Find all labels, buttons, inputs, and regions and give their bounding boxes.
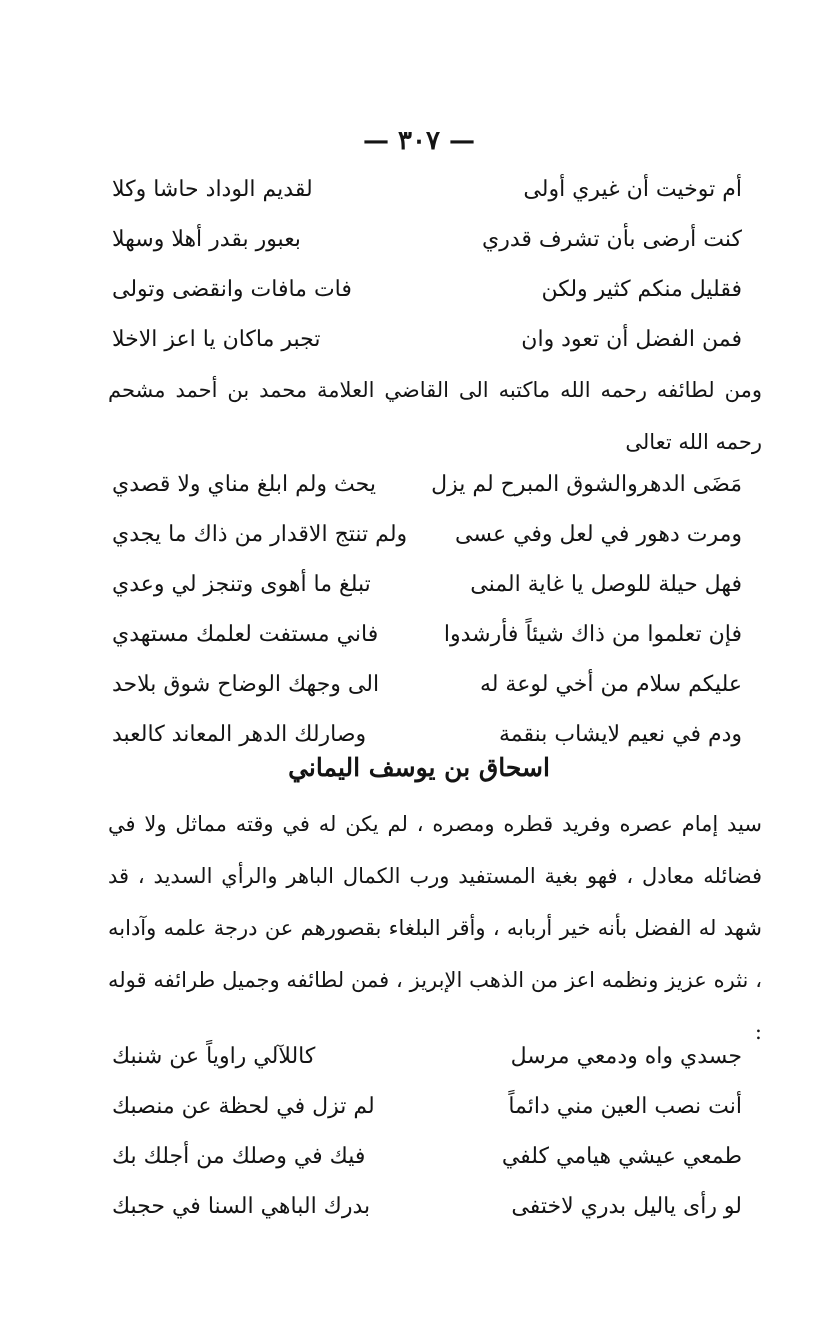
verse xyxy=(112,215,742,265)
verse-first-hemistich: مَضَى الدهروالشوق المبرح لم يزل xyxy=(431,472,742,497)
verse xyxy=(112,315,742,365)
verse xyxy=(112,165,742,215)
verse xyxy=(112,265,742,315)
verse-first-hemistich: أم توخيت أن غيري أولى xyxy=(523,177,742,202)
verse xyxy=(112,460,742,510)
verse-second-hemistich: لقديم الوداد حاشا وكلا xyxy=(112,177,313,202)
verse-first-hemistich: طمعي عيشي هيامي كلفي xyxy=(501,1144,742,1169)
verse xyxy=(112,1132,742,1182)
poem-block-3 xyxy=(112,1032,742,1232)
poem-block-2 xyxy=(112,460,742,760)
verse-first-hemistich: لو رأى ياليل بدري لاختفى xyxy=(511,1194,742,1219)
verse-first-hemistich: كنت أرضى بأن تشرف قدري xyxy=(481,227,742,252)
verse xyxy=(112,1182,742,1232)
verse-second-hemistich: الى وجهك الوضاح شوق بلاحد xyxy=(112,672,380,697)
verse-first-hemistich: ومرت دهور في لعل وفي عسى xyxy=(454,522,742,547)
page-number: — ٣٠٧ — xyxy=(362,126,476,156)
verse xyxy=(112,510,742,560)
verse-first-hemistich: ودم في نعيم لايشاب بنقمة xyxy=(499,722,742,747)
verse xyxy=(112,610,742,660)
verse-first-hemistich: فإن تعلموا من ذاك شيئاً فأرشدوا xyxy=(443,622,742,647)
verse-second-hemistich: بدرك الباهي السنا في حجبك xyxy=(112,1194,371,1219)
prose-intro: ومن لطائفه رحمه الله ماكتبه الى القاضي العلامة محمد بن أحمد مشحم رحمه الله تعالى xyxy=(108,378,762,454)
biography-paragraph: سيد إمام عصره وفريد قطره ومصره ، لم يكن له في وقته مماثل ولا في فضائله معادل ، فهو بغية المستفيد ورب الكمال الباهر والرأي السديد ، قد شهد له الفضل بأنه خير أربابه ، وأقر البلغاء بقصورهم عن درجة علمه وآدابه ، نثره عزيز ونظمه اعز من الذهب الإبريز ، فمن لطائفه وجميل طرائفه قوله : xyxy=(108,812,762,1044)
verse-second-hemistich: فات مافات وانقضى وتولى xyxy=(112,277,352,302)
verse xyxy=(112,1082,742,1132)
verse-second-hemistich: يحث ولم ابلغ مناي ولا قصدي xyxy=(112,472,376,497)
verse-second-hemistich: وصارلك الدهر المعاند كالعبد xyxy=(112,722,367,747)
verse-second-hemistich: تجبر ماكان يا اعز الاخلا xyxy=(112,327,321,352)
verse-first-hemistich: فقليل منكم كثير ولكن xyxy=(541,277,742,302)
verse-first-hemistich: فمن الفضل أن تعود وان xyxy=(521,327,742,352)
verse-second-hemistich: ولم تنتج الاقدار من ذاك ما يجدي xyxy=(112,522,408,547)
verse-second-hemistich: لم تزل في لحظة عن منصبك xyxy=(112,1094,375,1119)
verse xyxy=(112,560,742,610)
verse-second-hemistich: تبلغ ما أهوى وتنجز لي وعدي xyxy=(112,572,371,597)
section-heading: اسحاق بن يوسف اليماني xyxy=(288,753,550,782)
verse-second-hemistich: بعبور بقدر أهلا وسهلا xyxy=(112,227,301,252)
verse xyxy=(112,1032,742,1082)
poem-block-1 xyxy=(112,165,742,365)
verse-first-hemistich: فهل حيلة للوصل يا غاية المنى xyxy=(470,572,742,597)
verse-first-hemistich: أنت نصب العين مني دائماً xyxy=(508,1094,742,1119)
verse-second-hemistich: كاللآلي راوياً عن شنبك xyxy=(112,1044,316,1069)
verse-second-hemistich: فيك في وصلك من أجلك بك xyxy=(112,1144,366,1169)
verse xyxy=(112,660,742,710)
verse-second-hemistich: فاني مستفت لعلمك مستهدي xyxy=(112,622,379,647)
verse-first-hemistich: عليكم سلام من أخي لوعة له xyxy=(479,672,742,697)
verse-first-hemistich: جسدي واه ودمعي مرسل xyxy=(510,1044,742,1069)
